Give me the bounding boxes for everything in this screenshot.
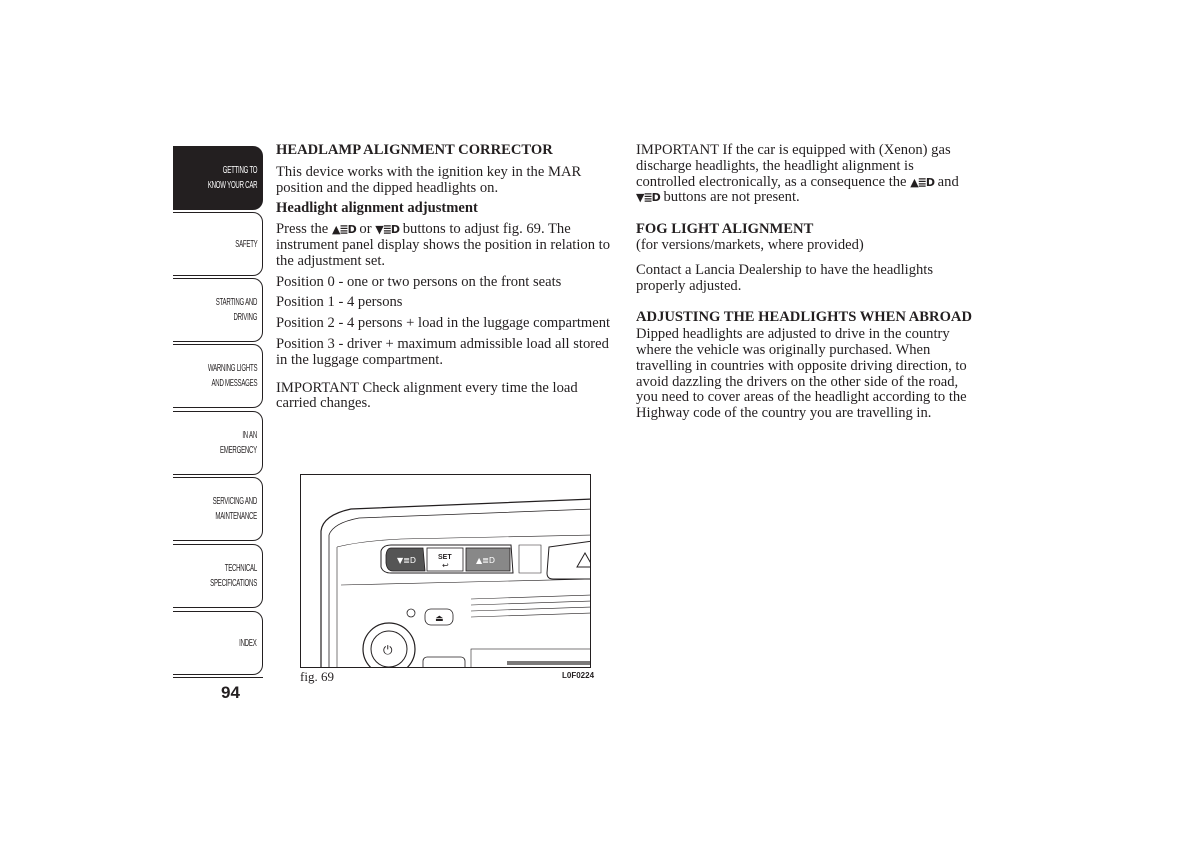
tab-warning-lights-and-messages[interactable] (173, 344, 263, 408)
headlight-up-icon: ▲≣D (331, 223, 356, 237)
tabs-baseline (173, 677, 263, 678)
tab-servicing-and-maintenance[interactable] (173, 477, 263, 541)
tab-safety[interactable] (173, 212, 263, 276)
xenon-text-a: IMPORTANT If the car is equipped with (Xenon) gas discharge headlights, the headlight alignment is controlled electronically, as a consequence the (636, 142, 951, 190)
tab-label-line1: SAFETY (234, 238, 257, 250)
position-0: Position 0 - one or two persons on the front seats (276, 273, 562, 290)
tab-label-line2: MAINTENANCE (215, 511, 257, 522)
tab-index[interactable] (173, 611, 263, 675)
tab-label-line1: STARTING AND (215, 297, 257, 308)
xenon-text-b: buttons are not present. (663, 189, 800, 206)
dashboard-illustration (301, 475, 591, 668)
tab-label-line1: INDEX (239, 637, 257, 649)
xenon-paragraph (636, 143, 976, 206)
tab-label-line2: SPECIFICATIONS (210, 578, 257, 589)
tab-getting-to-know-your-car[interactable] (173, 146, 263, 210)
fog-title: FOG LIGHT ALIGNMENT (636, 221, 814, 238)
figure-69 (300, 474, 591, 668)
tab-label-line1: SERVICING AND (212, 496, 257, 507)
press-text-or: or (359, 221, 372, 238)
position-2: Position 2 - 4 persons + load in the luggage compartment (276, 315, 611, 332)
tab-label-line2: KNOW YOUR CAR (207, 180, 257, 191)
tab-label-line2: DRIVING (233, 312, 257, 323)
tab-label-line1: IN AN EMERGENCY (219, 430, 257, 456)
svg-text:▲≣D: ▲≣D (476, 556, 496, 565)
press-text-b: buttons to adjust fig. 69. The instrument panel display shows the position in relation to the adjustment set. (276, 221, 610, 269)
fog-paragraph: Contact a Lancia Dealership to have the headlights properly adjusted. (636, 261, 934, 294)
figure-code: L0F0224 (562, 671, 595, 680)
svg-text:⏻: ⏻ (383, 643, 393, 657)
svg-text:↩: ↩ (442, 561, 449, 570)
tab-label-line1: TECHNICAL (224, 563, 257, 574)
set-label: SET (438, 554, 452, 561)
xenon-text-and: and (937, 173, 959, 190)
abroad-paragraph: Dipped headlights are adjusted to drive in the country where the vehicle was originally purchased. When travelling in countries with opposite driving direction, to avoid dazzling the drivers on the other side of the road, you need to cover areas of the headlight according to the Highway code of the country you are travelling in. (636, 326, 967, 422)
intro-paragraph: This device works with the ignition key in the MAR position and the dipped headlights on. (276, 163, 582, 196)
press-paragraph (276, 222, 616, 269)
svg-text:⏏: ⏏ (435, 614, 444, 624)
figure-caption: fig. 69 (300, 669, 334, 684)
section-title: HEADLAMP ALIGNMENT CORRECTOR (276, 142, 553, 158)
right-column (636, 143, 976, 422)
left-column (276, 143, 616, 412)
headlight-up-icon: ▲≣D (910, 175, 935, 189)
press-text-a: Press the (276, 221, 329, 238)
tab-technical-specifications[interactable] (173, 544, 263, 608)
subsection-title: Headlight alignment adjustment (276, 200, 478, 217)
tab-in-an-emergency[interactable] (173, 411, 263, 475)
position-1: Position 1 - 4 persons (276, 294, 403, 311)
tab-label-line1: GETTING TO (222, 165, 257, 176)
position-3: Position 3 - driver + maximum admissible load all stored in the luggage compartment. (276, 335, 609, 368)
page-number: 94 (221, 683, 240, 702)
important-note: IMPORTANT Check alignment every time the load carried changes. (276, 379, 578, 412)
headlight-down-icon: ▼≣D (375, 223, 400, 237)
abroad-title: ADJUSTING THE HEADLIGHTS WHEN ABROAD (636, 309, 973, 326)
fog-subtitle: (for versions/markets, where provided) (636, 236, 864, 253)
tab-label-line1: WARNING LIGHTS (207, 363, 257, 374)
headlight-down-icon: ▼≣D (636, 191, 660, 205)
svg-text:▼≣D: ▼≣D (397, 556, 417, 565)
tab-label-line2: AND MESSAGES (211, 378, 257, 389)
tab-starting-and-driving[interactable] (173, 278, 263, 342)
